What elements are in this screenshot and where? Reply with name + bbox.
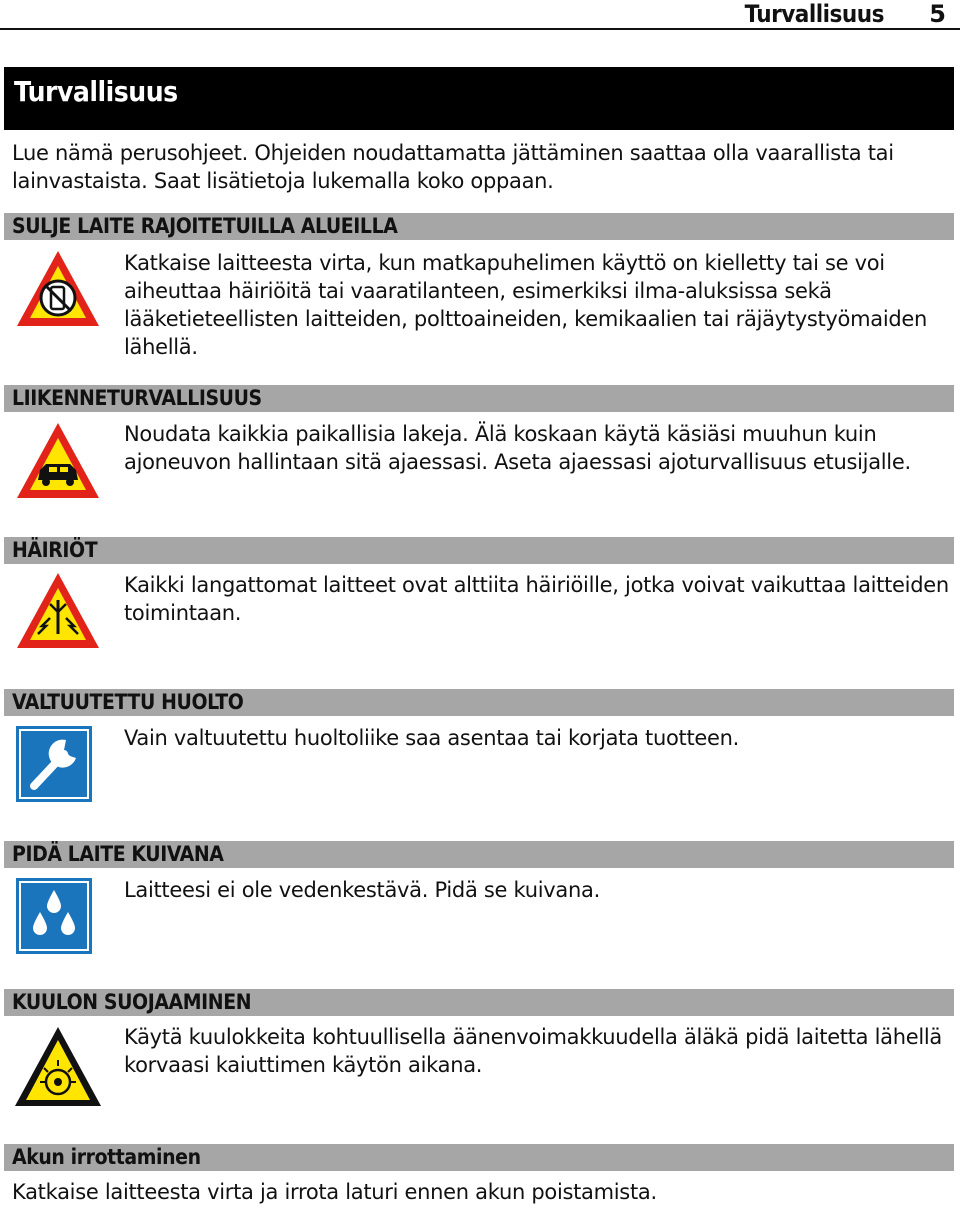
section-heading-bar [4, 213, 954, 240]
section-heading-bar [4, 537, 954, 564]
section-text: Käytä kuulokkeita kohtuullisella äänenvoimakkuudella äläkä pidä laitetta lähellä korvaasi kaiuttimen käytön aikana. [124, 1025, 942, 1077]
running-header [0, 0, 960, 30]
section-text: Noudata kaikkia paikallisia lakeja. Älä koskaan käytä käsiäsi muuhun kuin ajoneuvon hallintaan sitä ajaessasi. Aseta ajaessasi ajoturvallisuus etusijalle. [124, 422, 911, 474]
section-heading-bar [4, 385, 954, 412]
section-text: Vain valtuutettu huoltoliike saa asentaa tai korjata tuotteen. [124, 726, 740, 750]
section-text: Katkaise laitteesta virta ja irrota laturi ennen akun poistamista. [12, 1180, 657, 1204]
water-drops-icon [14, 876, 94, 960]
section-text: Laitteesi ei ole vedenkestävä. Pidä se kuivana. [124, 878, 600, 902]
chapter-title-bar [4, 67, 954, 130]
section-heading: SULJE LAITE RAJOITETUILLA ALUEILLA [12, 214, 398, 238]
section-heading: LIIKENNETURVALLISUUS [12, 386, 262, 410]
wrench-icon [14, 724, 94, 808]
interference-warning-icon [14, 570, 102, 656]
section-heading: PIDÄ LAITE KUIVANA [12, 842, 224, 866]
section-heading: KUULON SUOJAAMINEN [12, 990, 252, 1014]
no-phone-warning-icon [14, 248, 102, 334]
section-heading-bar [4, 1144, 954, 1171]
section-text: Kaikki langattomat laitteet ovat alttiita häiriöille, jotka voivat vaikuttaa laitteiden toimintaan. [124, 573, 949, 625]
page-number: 5 [929, 0, 946, 28]
running-header-title: Turvallisuus [744, 0, 884, 28]
header-rule [0, 28, 960, 30]
chapter-title: Turvallisuus [14, 75, 178, 108]
section-heading-bar [4, 841, 954, 868]
section-heading-bar [4, 689, 954, 716]
section-heading: Akun irrottaminen [12, 1145, 201, 1169]
section-heading: HÄIRIÖT [12, 538, 98, 562]
section-heading-bar [4, 989, 954, 1016]
section-heading: VALTUUTETTU HUOLTO [12, 690, 244, 714]
intro-paragraph: Lue nämä perusohjeet. Ohjeiden noudattamatta jättäminen saattaa olla vaarallista tai lainvastaista. Saat lisätietoja lukemalla koko oppaan. [12, 141, 894, 193]
car-warning-icon [14, 420, 102, 506]
section-text: Katkaise laitteesta virta, kun matkapuhelimen käyttö on kielletty tai se voi aiheuttaa häiriöitä tai vaaratilanteen, esimerkiksi ilma-aluksissa sekä lääketieteellisten laitteiden, polttoaineiden, kemikaalien tai räjäytystyömaiden lähellä. [124, 251, 928, 359]
hearing-warning-icon [12, 1024, 104, 1114]
